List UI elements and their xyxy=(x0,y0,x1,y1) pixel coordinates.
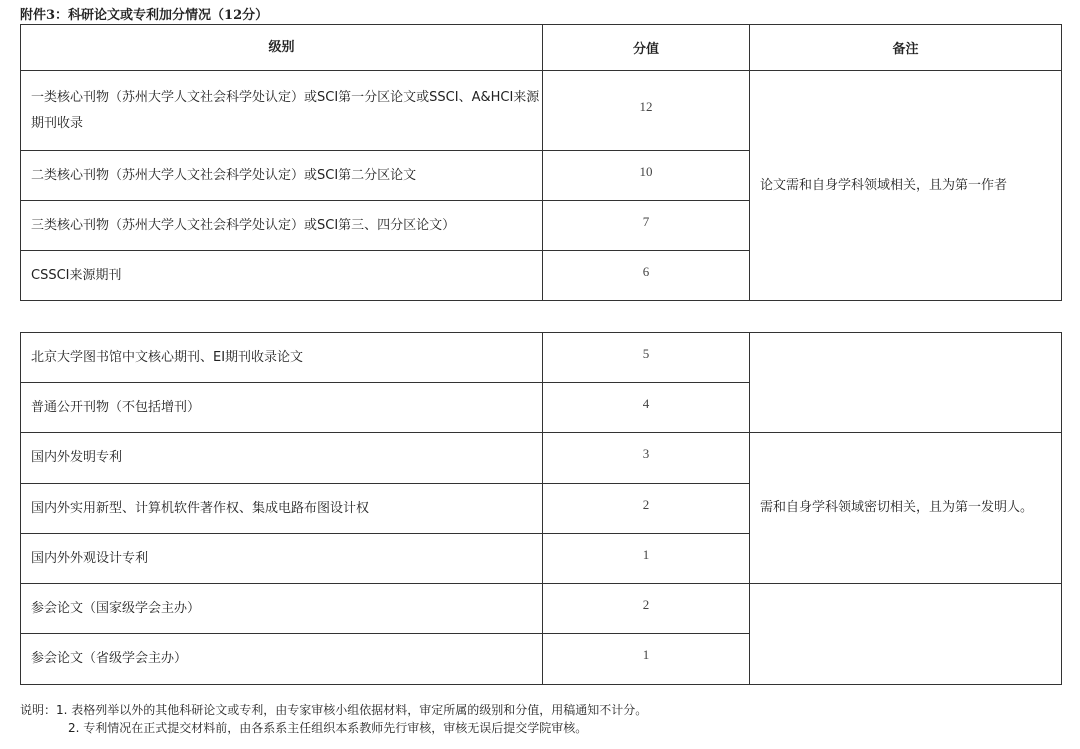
level-cell: 北京大学图书馆中文核心期刊、EI期刊收录论文 xyxy=(21,333,543,383)
level-cell: 国内外外观设计专利 xyxy=(21,534,543,584)
table-patents xyxy=(20,332,1062,685)
table-row xyxy=(21,333,1062,383)
remark-cell-empty xyxy=(750,584,1062,685)
level-cell: 参会论文（省级学会主办） xyxy=(21,634,543,685)
note-line-2: 2. 专利情况在正式提交材料前，由各系系主任组织本系教师先行审核，审核无误后提交学院审核。 xyxy=(68,721,588,735)
score-cell: 5 xyxy=(543,333,750,383)
score-cell: 4 xyxy=(543,383,750,433)
note-line-1: 说明：1. 表格列举以外的其他科研论文或专利，由专家审核小组依据材料，审定所属的级别和分值，用稿通知不计分。 xyxy=(20,703,648,717)
remark-cell: 论文需和自身学科领域相关，且为第一作者 xyxy=(750,71,1062,301)
score-cell: 2 xyxy=(543,584,750,634)
score-cell: 3 xyxy=(543,433,750,484)
score-cell: 1 xyxy=(543,634,750,685)
remark-cell: 需和自身学科领域密切相关，且为第一发明人。 xyxy=(750,433,1062,584)
level-cell: 三类核心刊物（苏州大学人文社会科学处认定）或SCI第三、四分区论文） xyxy=(21,201,543,251)
header-score: 分值 xyxy=(543,25,750,71)
table-row xyxy=(21,71,1062,151)
notes xyxy=(20,701,647,737)
score-cell: 2 xyxy=(543,484,750,534)
remark-cell-empty xyxy=(750,333,1062,433)
table-papers xyxy=(20,24,1062,301)
page-title: 附件3：科研论文或专利加分情况（12分） xyxy=(20,8,269,23)
score-cell: 1 xyxy=(543,534,750,584)
level-cell: 参会论文（国家级学会主办） xyxy=(21,584,543,634)
table-row xyxy=(21,433,1062,484)
table-header-row xyxy=(21,25,1062,71)
level-cell: 国内外实用新型、计算机软件著作权、集成电路布图设计权 xyxy=(21,484,543,534)
score-cell: 7 xyxy=(543,201,750,251)
level-cell: 二类核心刊物（苏州大学人文社会科学处认定）或SCI第二分区论文 xyxy=(21,151,543,201)
level-cell: 国内外发明专利 xyxy=(21,433,543,484)
header-remark: 备注 xyxy=(750,25,1062,71)
score-cell: 12 xyxy=(543,71,750,151)
level-cell: 一类核心刊物（苏州大学人文社会科学处认定）或SCI第一分区论文或SSCI、A&HCI来源期刊收录 xyxy=(21,71,543,151)
table-row xyxy=(21,584,1062,634)
header-level: 级别 xyxy=(21,25,543,71)
score-cell: 6 xyxy=(543,251,750,301)
score-cell: 10 xyxy=(543,151,750,201)
level-cell: 普通公开刊物（不包括增刊） xyxy=(21,383,543,433)
level-cell: CSSCI来源期刊 xyxy=(21,251,543,301)
